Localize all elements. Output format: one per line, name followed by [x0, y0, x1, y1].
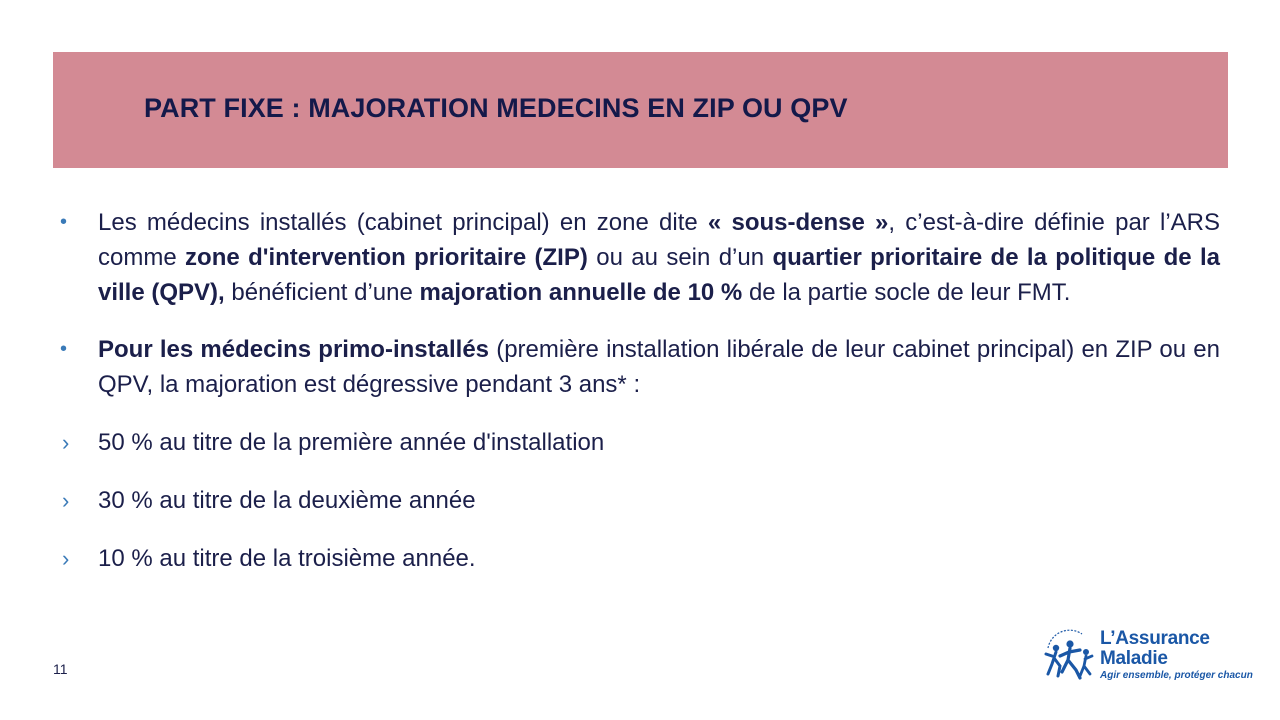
assurance-maladie-logo	[1040, 624, 1253, 686]
bold-segment: « sous-dense »	[707, 209, 889, 236]
bullet-marker-icon: •	[60, 211, 68, 233]
chevron-right-icon: ›	[62, 546, 70, 571]
bold-segment: majoration annuelle de 10 %	[419, 279, 743, 306]
sub-item-text: 30 % au titre de la deuxième année	[98, 487, 476, 514]
text-segment: Les médecins installés (cabinet principal) en zone dite	[98, 209, 708, 236]
text-segment: (première installation libérale de leur cabinet principal) en ZIP ou en QPV, la majoration est dégressive pendant 3 ans* :	[98, 336, 1220, 398]
sub-item	[60, 425, 1220, 483]
bullet-item	[60, 205, 1220, 310]
slide-content	[60, 205, 1220, 599]
bullet-text	[98, 209, 1220, 306]
bullet-marker-icon: •	[60, 338, 68, 360]
chevron-right-icon: ›	[62, 488, 70, 513]
bold-segment: zone d'intervention prioritaire (ZIP)	[185, 244, 588, 271]
bullet-item	[60, 332, 1220, 402]
bold-segment: Pour les médecins primo-installés	[98, 336, 490, 363]
sub-item-text: 10 % au titre de la troisième année.	[98, 545, 476, 572]
text-segment: , c’est-à-dire définie par l’ARS comme	[98, 209, 1221, 271]
logo-tagline: Agir ensemble, protéger chacun	[1100, 670, 1253, 681]
text-segment: de la partie socle de leur FMT.	[742, 279, 1071, 306]
logo-text-line1: L’Assurance	[1100, 628, 1210, 649]
text-segment: bénéficient d’une	[224, 279, 420, 306]
sub-item	[60, 541, 1220, 599]
slide-title: PART FIXE : MAJORATION MEDECINS EN ZIP OU QPV	[144, 93, 848, 123]
bullet-text	[98, 336, 1220, 398]
sub-item-text: 50 % au titre de la première année d'installation	[98, 429, 605, 456]
text-segment: ou au sein d’un	[587, 244, 773, 271]
chevron-right-icon: ›	[62, 430, 70, 455]
sub-item	[60, 483, 1220, 541]
bold-segment: quartier prioritaire de la politique de la ville (QPV),	[98, 244, 1220, 306]
securite-sociale-emblem-icon	[1040, 626, 1098, 682]
title-banner	[53, 52, 1228, 168]
logo-text-line2: Maladie	[1100, 648, 1168, 669]
page-number: 11	[53, 661, 68, 677]
